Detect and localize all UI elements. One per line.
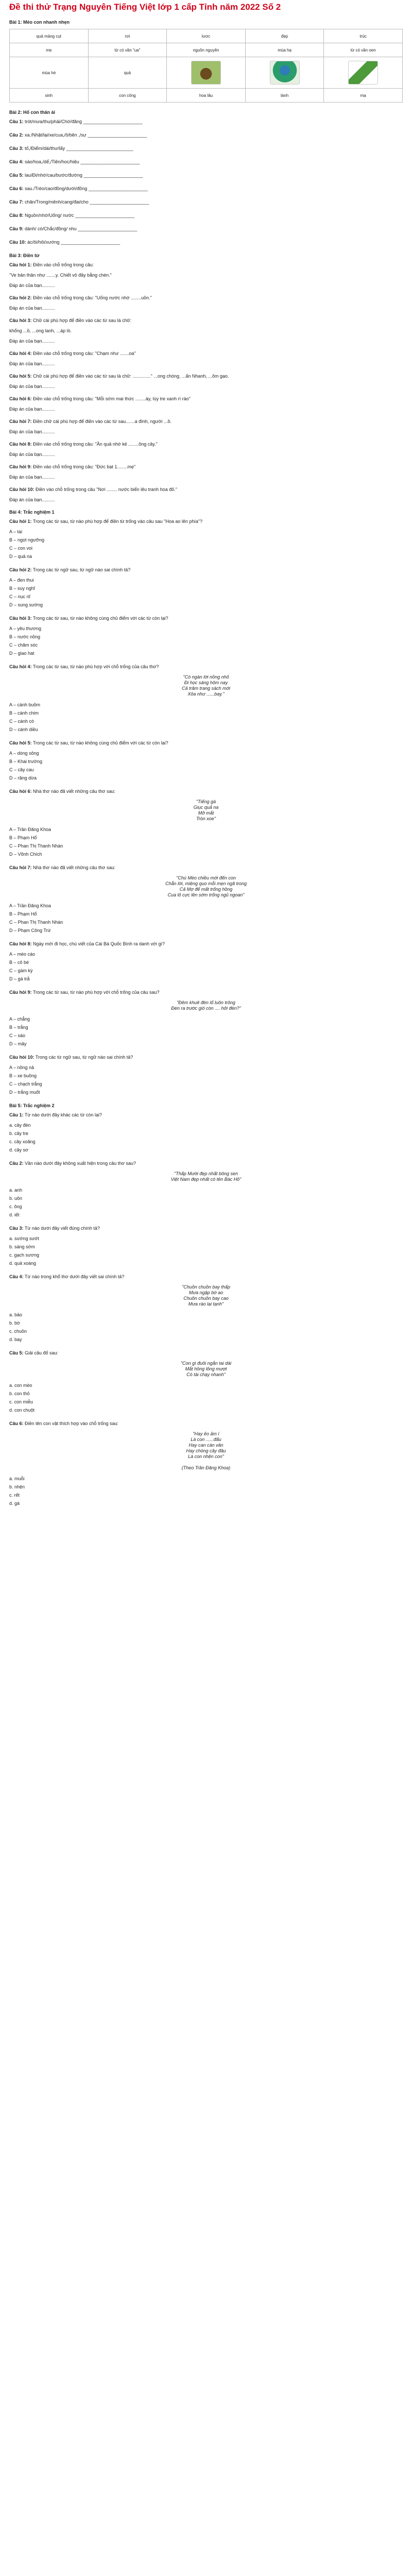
poem-line: "Con gì đuôi ngắn tai dài: [180, 1361, 232, 1366]
answer-option[interactable]: D – trắng muốt: [9, 1090, 40, 1095]
poem-line: Đi học sáng hôm nay: [184, 680, 228, 685]
mc-question: [9, 1161, 403, 1217]
question-label: Câu hỏi 1:: [9, 519, 32, 524]
fill-question: [9, 351, 403, 357]
poem-line: "Tiếng gà: [196, 799, 216, 804]
answer-option[interactable]: C – cây cau: [9, 767, 34, 772]
answer-option[interactable]: d. iết: [9, 1212, 20, 1217]
poem-line: Chẵn lời, miệng quo mỗi mẹn ngã trong: [165, 881, 247, 886]
fill-question: [9, 396, 403, 402]
question-text: Điền vào chỗ trống trong câu: "Chạm như .......oa": [33, 351, 136, 356]
mc-question: [9, 865, 403, 933]
answer-option[interactable]: A – dòng sông: [9, 751, 39, 756]
question-text: Chữ cái phù hợp để điền vào các từ sau là chữ:: [33, 318, 132, 323]
question-extra: khổng ...ồ, ...ong lanh, ...áp lò.: [9, 328, 72, 333]
poem-line: Xôa như ......bay.": [187, 691, 225, 697]
poem-line: [9, 1460, 403, 1465]
poem-line: "Có ngàn lời nồng nhỏ: [183, 674, 229, 680]
grid-cell[interactable]: rơi: [88, 29, 167, 43]
answer-option[interactable]: D – Võnh Chích: [9, 852, 42, 857]
poem-block: [9, 1171, 403, 1182]
question-label: Câu 2:: [9, 132, 24, 138]
part5-heading: Bài 5: Trắc nghiệm 2: [9, 1103, 55, 1108]
rearrange-item: [9, 146, 403, 151]
answer-option[interactable]: C – gàm kỳ: [9, 968, 33, 973]
answer-field[interactable]: Đáp án của bạn..........: [9, 452, 55, 457]
rearrange-item: [9, 159, 403, 165]
word-grid-table: [9, 29, 403, 103]
mc-question: [9, 1350, 403, 1413]
part1-heading: Bài 1: Mèo con nhanh nhẹn: [9, 20, 70, 25]
poem-block: [9, 1284, 403, 1307]
mc-question: [9, 664, 403, 732]
question-text: Trong các từ sau, từ nào phù hợp để điền từ trống vào câu sau "Hoa ao lên phía"?: [32, 519, 203, 524]
question-text: Điền vào chỗ trống trong câu: "Ăn quả nhớ kẻ ........ồng cây.": [33, 442, 158, 447]
question-label: Câu 9:: [9, 226, 24, 231]
answer-option[interactable]: c. rết: [9, 1493, 20, 1498]
fill-question: [9, 442, 403, 447]
poem-block: [9, 674, 403, 697]
mc-question: [9, 941, 403, 981]
answer-option[interactable]: D – quả na: [9, 554, 32, 559]
answer-option[interactable]: d. gà: [9, 1501, 20, 1506]
answer-option[interactable]: c. cây xoăng: [9, 1139, 36, 1144]
grid-cell[interactable]: quả mảng cụt: [10, 29, 89, 43]
question-label: Câu 2:: [9, 1161, 24, 1166]
answer-option[interactable]: B – Phạm Hổ: [9, 835, 37, 840]
poem-line: Hay chòng cây đâu: [186, 1448, 226, 1453]
question-text: chăn/Trong/mênh/cang/đai/cho _______________________: [25, 199, 149, 205]
grid-cell[interactable]: mẹ: [10, 43, 89, 57]
grid-cell[interactable]: đẹp: [245, 29, 324, 43]
answer-option[interactable]: B – Khai trường: [9, 759, 42, 764]
mc-question: [9, 616, 403, 656]
answer-option[interactable]: a. anh: [9, 1188, 23, 1193]
grid-cell[interactable]: mùa hè: [10, 57, 89, 89]
mc-question: [9, 1226, 403, 1266]
page-title: Đề thi thử Trạng Nguyên Tiếng Việt lớp 1 cấp Tỉnh năm 2022 Số 2: [9, 2, 281, 12]
answer-option[interactable]: a. con mèo: [9, 1383, 32, 1388]
answer-option[interactable]: B – suy nghĩ: [9, 586, 36, 591]
fill-question: [9, 487, 403, 493]
question-label: Câu hỏi 10:: [9, 487, 35, 492]
answer-field[interactable]: Đáp án của bạn..........: [9, 497, 55, 502]
question-text: Từ nào trong khổ thơ dưới đây viết sai chính tả?: [24, 1274, 125, 1279]
question-text: Trong các từ ngữ sau, từ ngữ nào sai chính tả?: [35, 1055, 133, 1060]
poem-line: "Chuồn chuồn bay thấp: [182, 1284, 230, 1290]
rearrange-item: [9, 213, 403, 218]
poem-line: Việt Nam đẹp nhất có tên Bác Hồ": [170, 1177, 242, 1182]
question-label: Câu 7:: [9, 199, 24, 205]
question-label: Câu hỏi 3:: [9, 318, 32, 323]
grid-cell[interactable]: hoa lâu: [167, 89, 246, 103]
rearrange-item: [9, 132, 403, 138]
answer-field[interactable]: Đáp án của bạn..........: [9, 429, 55, 434]
poem-line: Mắt hồng lông mượt: [185, 1366, 227, 1371]
fill-question: [9, 295, 403, 301]
rearrange-item: [9, 119, 403, 125]
fill-question: [9, 464, 403, 470]
question-label: Câu hỏi 7:: [9, 865, 32, 870]
question-label: Câu hỏi 8:: [9, 941, 32, 946]
part4-heading: Bài 4: Trắc nghiệm 1: [9, 510, 55, 515]
mc-question: [9, 567, 403, 607]
answer-option[interactable]: d. bay: [9, 1337, 22, 1342]
rearrange-item: [9, 173, 403, 178]
answer-option[interactable]: A – chẳng: [9, 1016, 30, 1022]
question-head: [9, 1055, 403, 1060]
poem-block: [9, 1431, 403, 1471]
question-label: Câu 4:: [9, 1274, 24, 1279]
grid-cell[interactable]: sinh: [10, 89, 89, 103]
question-text: Từ nào dưới đây viết đúng chính tả?: [24, 1226, 100, 1231]
question-label: Câu hỏi 9:: [9, 990, 32, 995]
question-text: Trong các từ ngữ sau, từ ngữ nào sai chính tả?: [32, 567, 131, 572]
question-head: [9, 1421, 403, 1427]
peacock-image: [270, 61, 300, 84]
answer-option[interactable]: c. con miễu: [9, 1399, 33, 1404]
mc-question: [9, 1055, 403, 1095]
part5-list: [9, 1112, 403, 1506]
answer-option[interactable]: A – đen thui: [9, 578, 34, 583]
answer-option[interactable]: D – rặng dừa: [9, 775, 37, 781]
poem-line: Mưa ngập bờ ao: [188, 1290, 224, 1295]
answer-option[interactable]: b. uôn: [9, 1196, 23, 1201]
question-head: [9, 990, 403, 995]
answer-option[interactable]: C – Phan Thị Thanh Nhàn: [9, 843, 63, 849]
question-text: Từ nào dưới đây khác các từ còn lại?: [24, 1112, 102, 1117]
mc-question: [9, 1274, 403, 1342]
question-text: ác/ôi/hỏi/xướng _______________________: [27, 240, 121, 245]
question-text: tố,/Điểm/dài/thư/lấy __________________________: [25, 146, 133, 151]
grid-cell[interactable]: con công: [88, 89, 167, 103]
answer-option[interactable]: A – yêu thương: [9, 626, 41, 631]
question-head: [9, 1226, 403, 1231]
question-label: Câu hỏi 7:: [9, 419, 32, 424]
question-text: Điền vào chỗ trống trong câu: "Mỗi sớm mai thức ........ày, lúy tre xanh rì rào": [33, 396, 191, 401]
mc-question: [9, 740, 403, 781]
question-head: [9, 519, 403, 524]
question-label: Câu hỏi 2:: [9, 567, 32, 572]
question-text: Điền tên con vật thích hợp vào chỗ trống sau:: [25, 1421, 119, 1426]
poem-line: (Theo Trần Đăng Khoa): [181, 1465, 231, 1470]
question-label: Câu 4:: [9, 159, 24, 164]
answer-option[interactable]: c. gạch sương: [9, 1252, 39, 1258]
mc-question: [9, 1421, 403, 1506]
answer-option[interactable]: a. bảo: [9, 1312, 23, 1317]
question-head: [9, 740, 403, 746]
question-text: Điền chữ cái phù hợp để điền vào các từ sau.......a đình, người ...ồ.: [33, 419, 172, 424]
poem-block: [9, 1000, 403, 1011]
question-label: Câu hỏi 9:: [9, 464, 32, 469]
question-text: Trong các từ sau, từ nào không cùng chủ điểm với các từ còn lại?: [32, 616, 168, 621]
answer-option[interactable]: D – cánh diều: [9, 727, 38, 732]
question-text: lau/Đi/nhớ/cau/bước/đường _______________________: [25, 173, 143, 178]
question-text: Trong các từ sau, từ nào không cùng chủ điểm với các từ còn lại?: [32, 740, 168, 745]
question-text: Nhà thơ nào đã viết những câu thơ sau:: [33, 789, 115, 794]
poem-line: Đèn ra trước gió còn .... hởi đèn?": [171, 1006, 241, 1011]
part2-heading: Bài 2: Hổ con thân ái: [9, 110, 56, 115]
mc-question: [9, 990, 403, 1046]
question-text: sáo/hoa,/dể,/Tiên/hoc/hiệu _______________________: [25, 159, 140, 164]
grid-cell[interactable]: từ có vần "ua": [88, 43, 167, 57]
poem-line: "Đêm khuê đèn lố luôn trông: [177, 1000, 235, 1005]
question-text: Giải câu đố sau:: [25, 1350, 59, 1355]
question-text: trót/mưa/thu/phải/Chớ/đăng _______________________: [25, 119, 143, 124]
question-text: Vần nào dưới đây không xuất hiện trong câu thơ sau?: [25, 1161, 136, 1166]
grid-cell[interactable]: nguồn nguyên: [167, 43, 246, 57]
question-text: Điền vào chỗ trống trong câu:: [33, 262, 94, 267]
question-text: Trong các từ sau, từ nào phù hợp với chỗ trống của câu thơ?: [32, 664, 159, 669]
question-text: xa./Nhật/lại/xe/cua,/ô/bên ,/sự _______________________: [25, 132, 147, 138]
poem-line: Là con ......đấu: [191, 1437, 221, 1442]
grid-cell[interactable]: mạ: [324, 89, 403, 103]
question-label: Câu hỏi 6:: [9, 396, 32, 401]
question-label: Câu hỏi 10:: [9, 1055, 35, 1060]
question-label: Câu 3:: [9, 146, 24, 151]
part3-list: [9, 262, 403, 502]
answer-option[interactable]: a. muỗi: [9, 1476, 25, 1481]
question-text: Điền vào chỗ trống trong câu "Nơi ........ nước biển lêu tranh hoa đỏ.": [36, 487, 177, 492]
grid-image-cell[interactable]: [324, 57, 403, 89]
rearrange-item: [9, 186, 403, 192]
question-head: [9, 664, 403, 670]
answer-field[interactable]: Đáp án của bạn..........: [9, 406, 55, 412]
answer-option[interactable]: a. cây đèn: [9, 1123, 31, 1128]
poem-line: Mưa rào lại tạnh": [188, 1301, 224, 1307]
coconut-image: [191, 61, 221, 84]
mc-question: [9, 1112, 403, 1153]
question-text: Chữ cái phù hợp để điền vào các từ sau là chữ: .............." ...ong chóng, ...ấn Nhanh, ...ỏm gạo.: [33, 374, 229, 379]
rearrange-item: [9, 199, 403, 205]
answer-option[interactable]: B – nước nồng: [9, 634, 40, 639]
answer-option[interactable]: d. con chuột: [9, 1408, 35, 1413]
question-label: Câu hỏi 4:: [9, 664, 32, 669]
answer-field[interactable]: Đáp án của bạn..........: [9, 338, 55, 344]
question-text: dành/ có/Chắc/đồng/ nhu _______________________: [25, 226, 138, 231]
part4-list: [9, 519, 403, 1095]
answer-option[interactable]: A – Trần Đăng Khoa: [9, 903, 52, 908]
poem-line: Cả trăm trang sách mới: [182, 686, 230, 691]
answer-option[interactable]: C – cánh cò: [9, 719, 35, 724]
question-head: [9, 616, 403, 621]
fill-question: [9, 262, 403, 268]
question-label: Câu 8:: [9, 213, 24, 218]
answer-option[interactable]: D – gà trắ: [9, 976, 30, 981]
question-label: Câu hỏi 5:: [9, 374, 32, 379]
mc-question: [9, 789, 403, 857]
answer-option[interactable]: C – Phan Thị Thanh Nhàn: [9, 920, 63, 925]
poem-line: Hay can cán vân: [188, 1443, 224, 1448]
question-head: [9, 1161, 403, 1166]
poem-block: [9, 875, 403, 898]
poem-line: Mở mắt: [198, 810, 214, 816]
poem-line: Chuồn chuồn bay cao: [183, 1296, 229, 1301]
answer-option[interactable]: B – cánh chim: [9, 710, 39, 716]
mc-question: [9, 519, 403, 559]
answer-option[interactable]: C – chạch trắng: [9, 1081, 42, 1087]
answer-option[interactable]: a. sướng sướt: [9, 1236, 39, 1241]
question-label: Câu hỏi 4:: [9, 351, 32, 356]
answer-option[interactable]: b. nhện: [9, 1484, 25, 1489]
question-head: [9, 1112, 403, 1118]
question-text: Ngày mới đi học, chú viết của Cái Bá Quốc Bình ra danh với gì?: [33, 941, 165, 946]
question-label: Câu 6:: [9, 186, 24, 191]
answer-option[interactable]: b. sáng sớm: [9, 1244, 35, 1249]
answer-option[interactable]: A – nồng nả: [9, 1065, 35, 1070]
answer-option[interactable]: C – nục nĩ: [9, 594, 31, 599]
grid-image-cell[interactable]: [167, 57, 246, 89]
answer-option[interactable]: A – mèo cáo: [9, 952, 36, 957]
poem-line: "Chú Mèo chiều mới đến con: [176, 875, 236, 880]
answer-option[interactable]: C – con voi: [9, 546, 33, 551]
question-head: [9, 865, 403, 871]
answer-option[interactable]: b. con thỏ: [9, 1391, 30, 1396]
question-label: Câu 5:: [9, 173, 24, 178]
question-text: Điền vào chỗ trống trong câu: "Đức bạt 1........mẹ": [33, 464, 136, 469]
poem-block: [9, 1361, 403, 1378]
grid-cell[interactable]: trúc: [324, 29, 403, 43]
grid-cell[interactable]: lược: [167, 29, 246, 43]
answer-option[interactable]: d. quả xoáng: [9, 1261, 37, 1266]
fill-question: [9, 419, 403, 425]
answer-option[interactable]: B – ngọt ngưỡng: [9, 537, 44, 543]
question-extra: "Ve bản thân như .......y. Chiết vỏ đầy bằng chén.": [9, 273, 112, 278]
question-text: sau./Trèo/cao/đồng/dưới/đồng _______________________: [25, 186, 148, 191]
answer-field[interactable]: Đáp án của bạn..........: [9, 384, 55, 389]
answer-field[interactable]: Đáp án của bạn..........: [9, 361, 55, 366]
question-text: Nguồn/nhớ/Uống/ nước _______________________: [25, 213, 135, 218]
bamboo-image: [348, 61, 378, 84]
question-head: [9, 941, 403, 947]
question-label: Câu 6:: [9, 1421, 24, 1426]
question-label: Câu 5:: [9, 1350, 24, 1355]
question-text: Điền vào chỗ trống trong câu: "Uống nước nhớ ........uồn.": [33, 295, 152, 300]
answer-field[interactable]: Đáp án của bạn..........: [9, 474, 55, 480]
poem-block: [9, 799, 403, 822]
answer-field[interactable]: Đáp án của bạn..........: [9, 283, 55, 288]
answer-option[interactable]: A – cánh buồm: [9, 702, 41, 707]
poem-line: Cua lỏ cực lên sớm trống ngủ ngoan": [167, 892, 245, 897]
question-head: [9, 1350, 403, 1356]
question-head: [9, 567, 403, 573]
question-label: Câu hỏi 3:: [9, 616, 32, 621]
answer-option[interactable]: C – sáo: [9, 1033, 26, 1038]
answer-option[interactable]: A – tai: [9, 529, 23, 534]
rearrange-item: [9, 226, 403, 232]
answer-option[interactable]: D – sung sướng: [9, 602, 43, 607]
poem-line: Cả Mợ để mất trống hồng: [179, 887, 233, 892]
grid-cell[interactable]: lành: [245, 89, 324, 103]
question-label: Câu hỏi 8:: [9, 442, 32, 447]
answer-option[interactable]: D – giao hat: [9, 651, 35, 656]
answer-option[interactable]: b. cây tre: [9, 1131, 29, 1136]
fill-question: [9, 374, 403, 379]
question-head: [9, 789, 403, 794]
poem-line: Giục quả na: [193, 805, 219, 810]
answer-option[interactable]: c. ông: [9, 1204, 22, 1209]
part3-heading: Bài 3: Điền từ: [9, 253, 40, 258]
poem-line: "Hay ẻo ảm í: [193, 1431, 219, 1436]
poem-line: Tròn xoe": [196, 816, 216, 821]
answer-field[interactable]: Đáp án của bạn..........: [9, 306, 55, 311]
question-label: Câu hỏi 6:: [9, 789, 32, 794]
grid-cell[interactable]: từ có vần oen: [324, 43, 403, 57]
question-label: Câu hỏi 2:: [9, 295, 32, 300]
answer-option[interactable]: B – cô bé: [9, 960, 29, 965]
grid-image-cell[interactable]: [245, 57, 324, 89]
poem-line: "Thấp Mười đẹp nhất bông sen: [174, 1171, 238, 1176]
rearrange-item: [9, 240, 403, 245]
question-text: Trong các từ sau, từ nào phù hợp với chỗ trống của câu sau?: [32, 990, 160, 995]
answer-option[interactable]: D – Phạm Công Trứ: [9, 928, 51, 933]
question-label: Câu 3:: [9, 1226, 24, 1231]
answer-option[interactable]: d. cây sơ: [9, 1147, 28, 1153]
question-label: Câu 1:: [9, 119, 24, 124]
question-label: Câu hỏi 5:: [9, 740, 32, 745]
answer-option[interactable]: B – Phạm Hổ: [9, 911, 37, 917]
answer-option[interactable]: B – xe buồng: [9, 1073, 37, 1078]
answer-option[interactable]: D – mây: [9, 1041, 27, 1046]
question-label: Câu 10:: [9, 240, 26, 245]
fill-question: [9, 318, 403, 324]
answer-option[interactable]: A – Trần Đăng Khoa: [9, 827, 52, 832]
grid-cell[interactable]: quả: [88, 57, 167, 89]
answer-option[interactable]: B – trắng: [9, 1025, 28, 1030]
question-text: Nhà thơ nào đã viết những câu thơ sau:: [33, 865, 115, 870]
question-head: [9, 1274, 403, 1280]
poem-line: Có tài chạy nhanh": [186, 1372, 226, 1377]
poem-line: Là con nhện con": [188, 1454, 224, 1459]
question-label: Câu 1:: [9, 1112, 24, 1117]
grid-cell[interactable]: mùa hạ: [245, 43, 324, 57]
part2-list: [9, 119, 403, 245]
answer-option[interactable]: C – chăm sóc: [9, 642, 38, 648]
answer-option[interactable]: b. bờ: [9, 1320, 20, 1326]
answer-option[interactable]: c. chuồn: [9, 1329, 27, 1334]
question-label: Câu hỏi 1:: [9, 262, 32, 267]
